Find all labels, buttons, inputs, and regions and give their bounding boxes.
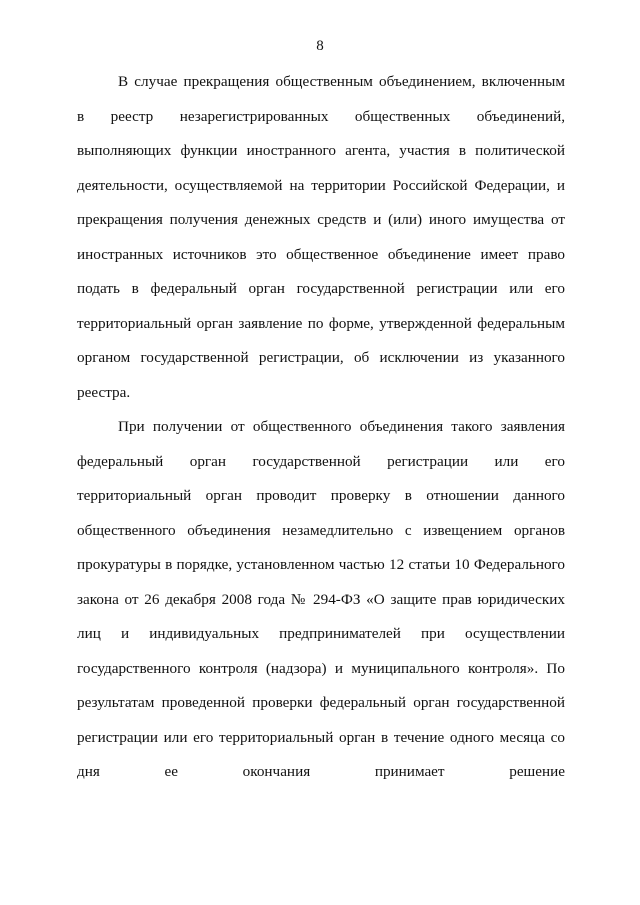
paragraph-1 (77, 72, 565, 417)
text-line: закона от 26 декабря 2008 года № 294-ФЗ «О защите прав юридических (77, 590, 565, 608)
text-line: прекращения получения денежных средств и (или) иного имущества от (77, 211, 565, 228)
text-line: выполняющих функции иностранного агента, участия в политической (77, 142, 565, 159)
text-line: прокуратуры в порядке, установленном частью 12 статьи 10 Федерального (77, 556, 565, 573)
text-line: в реестр незарегистрированных общественных объединений, (77, 107, 565, 125)
text-line: подать в федеральный орган государственной регистрации или его (77, 280, 565, 297)
text-line: территориальный орган заявление по форме, утвержденной федеральным (77, 314, 565, 332)
text-line: деятельности, осуществляемой на территории Российской Федерации, и (77, 176, 565, 194)
page-number: 8 (316, 38, 324, 54)
text-line: территориальный орган проводит проверку в отношении данного (77, 487, 565, 504)
document-body (77, 72, 565, 797)
text-line: дня ее окончания принимает решение (77, 763, 565, 780)
text-line: регистрации или его территориальный орган в течение одного месяца со (77, 728, 565, 746)
text-line: реестра. (77, 383, 131, 401)
text-line: органом государственной регистрации, об исключении из указанного (77, 349, 565, 366)
text-line: федеральный орган государственной регистрации или его (77, 452, 565, 470)
text-line: лиц и индивидуальных предпринимателей при осуществлении (77, 625, 565, 642)
text-line: результатам проведенной проверки федеральный орган государственной (77, 694, 565, 711)
text-line: В случае прекращения общественным объединением, включенным (118, 73, 565, 90)
paragraph-2 (77, 417, 565, 797)
text-line: общественного объединения незамедлительно с извещением органов (77, 521, 565, 539)
text-line: государственного контроля (надзора) и муниципального контроля». По (77, 659, 565, 677)
text-line: При получении от общественного объединения такого заявления (118, 418, 565, 435)
text-line: иностранных источников это общественное объединение имеет право (77, 245, 565, 263)
